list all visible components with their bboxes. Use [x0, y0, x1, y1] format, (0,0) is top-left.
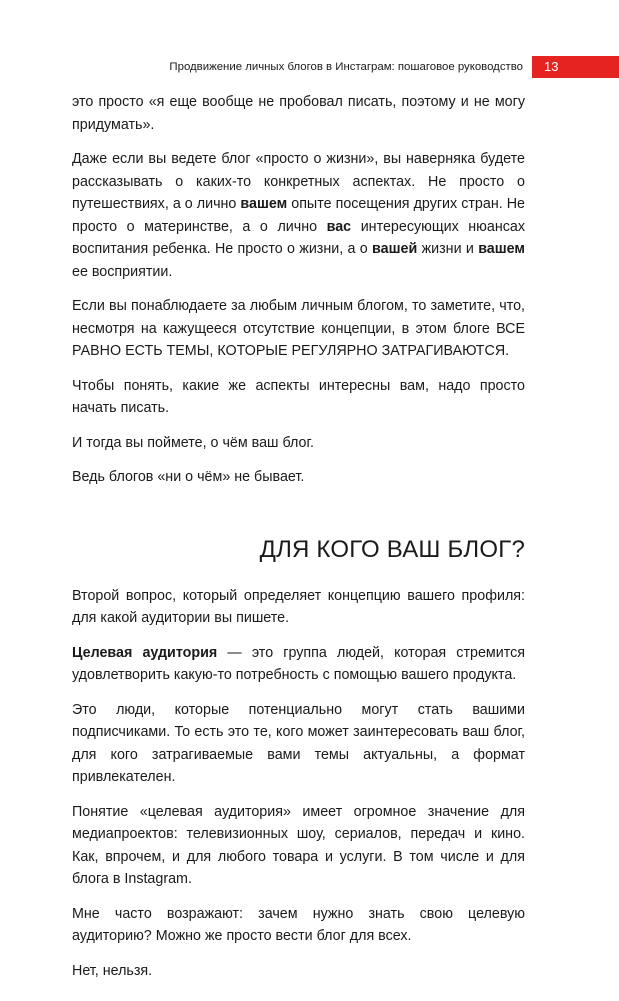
section-heading: ДЛЯ КОГО ВАШ БЛОГ?	[259, 535, 525, 563]
paragraph-4: Чтобы понять, какие же аспекты интересны вам, надо просто начать писать.	[72, 377, 525, 416]
paragraph-3: Если вы понаблюдаете за любым личным блогом, то заметите, что, несмотря на кажущееся отсутствие концепции, в этом блоге ВСЕ РАВНО ЕСТЬ ТЕМЫ, КОТОРЫЕ РЕГУЛЯРНО ЗАТРАГИВАЮТСЯ.	[72, 298, 525, 359]
page-number-badge	[532, 56, 619, 78]
paragraph-5: И тогда вы поймете, о чём ваш блог.	[72, 434, 314, 451]
page-number: 13	[544, 59, 559, 74]
paragraph-10: Понятие «целевая аудитория» имеет огромное значение для медиапроектов: телевизионных шоу, сериалов, передач и кино. Как, впрочем, и для любого товара и услуги. В том числе и для блога в Instagram.	[72, 803, 525, 887]
paragraph-1: это просто «я еще вообще не пробовал писать, поэтому и не могу придумать».	[72, 94, 525, 133]
paragraph-2-text-4: жизни и	[417, 241, 479, 257]
paragraph-2-text-1: Даже если вы ведете блог «просто о жизни», вы наверняка будете рассказывать о каких-то конкретных аспектах. Не просто о путешествиях, а о лично	[72, 151, 525, 212]
paragraph-2-text-3: интересующих нюансах воспитания ребенка. Не просто о жизни, а о	[72, 218, 525, 257]
paragraph-2-text-5: ее восприятии.	[72, 263, 173, 280]
paragraph-8-text: — это группа людей, которая стремится удовлетворить какую-то потребность с помощью вашего продукта.	[72, 644, 525, 683]
paragraph-12: Нет, нельзя.	[72, 962, 153, 979]
emphasis-vashey: вашей	[372, 241, 418, 257]
emphasis-vas: вас	[326, 218, 352, 235]
paragraph-11: Мне часто возражают: зачем нужно знать свою целевую аудиторию? Можно же просто вести блог для всех.	[72, 905, 525, 944]
emphasis-vashem-2: вашем	[478, 241, 525, 257]
paragraph-8	[72, 642, 525, 687]
running-header	[0, 56, 619, 78]
term-target-audience: Целевая аудитория	[72, 644, 218, 661]
paragraph-9: Это люди, которые потенциально могут стать вашими подписчиками. То есть это те, кого может заинтересовать ваш блог, для кого затрагиваемые вами темы актуальны, а формат привлекателен.	[72, 701, 525, 785]
page-body	[72, 91, 525, 994]
paragraph-6: Ведь блогов «ни о чём» не бывает.	[72, 469, 305, 485]
paragraph-2	[72, 148, 525, 283]
emphasis-vashem-1: вашем	[240, 196, 288, 212]
paragraph-7: Второй вопрос, который определяет концепцию вашего профиля: для какой аудитории вы пишете.	[72, 587, 525, 626]
running-title: Продвижение личных блогов в Инстаграм: пошаговое руководство	[169, 61, 523, 73]
paragraph-2-text-2: опыте посещения других стран. Не просто о материнстве, а о лично	[72, 196, 525, 235]
